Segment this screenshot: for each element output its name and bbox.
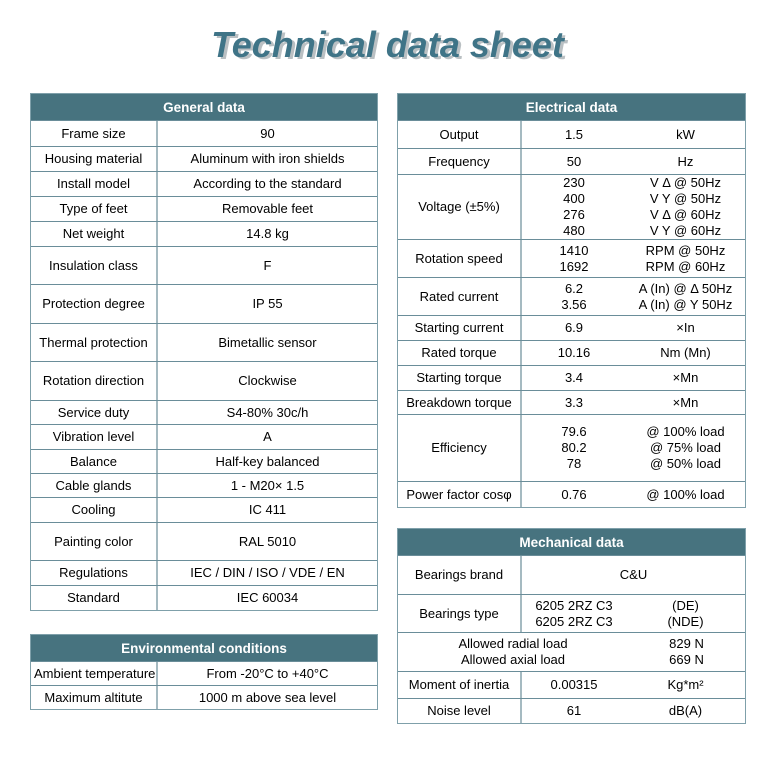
row-value: [158, 425, 377, 449]
row-value-line: 78: [566, 456, 582, 471]
row-label: [31, 362, 158, 400]
row-value-line: According to the standard: [193, 176, 342, 191]
table-row: [31, 560, 377, 585]
row-unit-line: A (In) @ Y 50Hz: [638, 296, 733, 312]
row-unit-line: Kg*m²: [667, 677, 704, 692]
row-label: [31, 121, 158, 146]
row-unit-line: @ 50% load: [649, 456, 722, 471]
row-label: [398, 316, 522, 340]
row-label: [31, 474, 158, 497]
table-row: [31, 323, 377, 361]
table-row: [31, 246, 377, 284]
row-label: [398, 699, 522, 723]
row-value-line: 400: [563, 191, 585, 206]
row-value-line: 80.2: [561, 440, 587, 455]
row-unit: [626, 415, 745, 481]
table-row: [31, 473, 377, 497]
environmental-conditions-rows: [31, 661, 377, 709]
row-value: [158, 285, 377, 323]
row-value-line: 14.8 kg: [246, 226, 289, 241]
table-row: [398, 120, 745, 148]
table-row: [398, 315, 745, 340]
row-unit: [626, 699, 745, 723]
row-value: [158, 222, 377, 246]
right-column: [397, 93, 746, 724]
row-value: [158, 362, 377, 400]
row-value-line: A: [263, 429, 272, 444]
row-label-line: Ambient temperature: [34, 665, 156, 681]
row-value: [522, 672, 626, 698]
row-value-line: Bimetallic sensor: [218, 334, 317, 350]
table-row: [31, 685, 377, 709]
row-label-line: Cable glands: [55, 477, 132, 493]
row-value: [522, 316, 626, 340]
row-value-line: Half-key balanced: [215, 453, 320, 469]
row-label: [31, 586, 158, 610]
row-label-line: Starting current: [414, 320, 504, 335]
table-row: [398, 390, 745, 414]
row-value-line: 61: [566, 703, 582, 718]
row-label: [31, 222, 158, 246]
table-row: [398, 698, 745, 723]
row-label-line: Painting color: [54, 533, 133, 549]
table-row: [31, 449, 377, 473]
row-label: [398, 341, 522, 365]
row-label-line: Noise level: [427, 703, 491, 718]
general-data-table: [30, 93, 378, 611]
row-unit: [626, 391, 745, 414]
mechanical-data-header: Mechanical data: [398, 529, 745, 555]
row-unit: [626, 482, 745, 507]
row-unit-line: (NDE): [667, 613, 704, 629]
electrical-data-header: Electrical data: [398, 94, 745, 120]
row-unit: [626, 149, 745, 174]
row-unit-line: 669 N: [669, 652, 704, 667]
row-value-line: 6.2: [564, 280, 584, 296]
row-value: [158, 523, 377, 560]
general-data-header: General data: [31, 94, 377, 120]
table-row: [31, 522, 377, 560]
row-label-line: Voltage (±5%): [418, 199, 500, 214]
row-value: [158, 401, 377, 424]
row-label-line: Thermal protection: [39, 334, 148, 350]
row-value-line: 90: [260, 125, 275, 141]
row-value: [158, 686, 377, 709]
row-label: [398, 633, 628, 671]
row-value: [158, 172, 377, 196]
electrical-data-rows: [398, 120, 745, 507]
row-unit-line: 829 N: [669, 636, 704, 651]
row-unit: [628, 633, 745, 671]
row-value-line: 1692: [559, 258, 589, 274]
row-unit-line: Hz: [677, 153, 694, 169]
row-label-line: Protection degree: [42, 296, 145, 311]
row-label-line: Output: [439, 126, 479, 142]
table-row: [31, 661, 377, 685]
table-row: [31, 585, 377, 610]
row-value-line: From -20°C to +40°C: [206, 665, 329, 681]
row-unit-line: ×In: [676, 320, 695, 335]
row-label: [398, 366, 522, 390]
row-label-line: Allowed radial load: [458, 636, 568, 651]
row-value-line: IP 55: [252, 296, 283, 311]
row-value-line: 10.16: [557, 345, 591, 360]
row-unit: [626, 341, 745, 365]
row-value-line: Removable feet: [221, 201, 314, 216]
electrical-data-table: [397, 93, 746, 508]
row-value: [158, 662, 377, 685]
table-row: [31, 146, 377, 171]
table-row: [398, 414, 745, 481]
row-label: [31, 285, 158, 323]
row-value: [158, 247, 377, 284]
table-row: [31, 171, 377, 196]
table-row: [31, 497, 377, 522]
row-value-line: 230: [563, 175, 585, 190]
row-value-line: 79.6: [561, 424, 587, 439]
row-label-line: Type of feet: [59, 201, 128, 216]
row-unit: [626, 240, 745, 277]
row-unit: [626, 278, 745, 315]
table-row: [398, 277, 745, 315]
row-value: [158, 561, 377, 585]
row-label-line: Standard: [67, 590, 120, 605]
row-value: [522, 366, 626, 390]
table-row: [31, 221, 377, 246]
page-title: Technical data sheet: [211, 24, 564, 65]
row-value: [522, 121, 626, 148]
row-unit-line: kW: [676, 126, 695, 142]
row-unit: [626, 175, 745, 239]
row-unit-line: V Δ @ 60Hz: [649, 207, 722, 222]
table-row: [31, 424, 377, 449]
row-label: [31, 197, 158, 221]
row-unit-line: Nm (Mn): [660, 345, 711, 360]
row-label: [398, 391, 522, 414]
row-value: [522, 391, 626, 414]
mechanical-data-rows: [398, 555, 745, 723]
row-label: [398, 556, 522, 594]
row-label: [398, 482, 522, 507]
row-label-line: Breakdown torque: [406, 394, 512, 410]
row-unit-line: ×Mn: [672, 394, 699, 410]
row-label: [31, 401, 158, 424]
row-label: [398, 240, 522, 277]
row-unit-line: RPM @ 50Hz: [645, 242, 726, 258]
row-value-line: 480: [563, 223, 585, 238]
row-unit-line: V Δ @ 50Hz: [649, 175, 722, 190]
table-row: [31, 361, 377, 400]
row-value-line: RAL 5010: [238, 533, 297, 549]
row-value-line: 1 - M20× 1.5: [230, 477, 305, 493]
row-label: [31, 450, 158, 473]
row-label-line: Vibration level: [52, 429, 135, 444]
row-value-line: 1410: [559, 242, 589, 258]
row-unit: [626, 595, 745, 632]
row-label-line: Moment of inertia: [408, 677, 510, 692]
row-unit-line: @ 100% load: [646, 424, 725, 439]
row-label: [31, 561, 158, 585]
row-label: [31, 147, 158, 171]
row-value: [158, 586, 377, 610]
table-row: [398, 148, 745, 174]
table-row: [398, 594, 745, 632]
row-value: [158, 450, 377, 473]
row-label-line: Insulation class: [49, 257, 138, 273]
table-row: [31, 120, 377, 146]
row-value: [158, 324, 377, 361]
row-label-line: Net weight: [62, 226, 125, 241]
row-unit-line: @ 75% load: [649, 440, 722, 455]
row-label-line: Cooling: [71, 502, 116, 517]
table-row: [398, 555, 745, 594]
row-label-line: Bearings brand: [414, 567, 504, 582]
table-row: [398, 239, 745, 277]
row-value-line: S4-80% 30c/h: [226, 404, 309, 420]
row-value-line: 276: [563, 207, 585, 222]
row-label-line: Balance: [70, 453, 117, 469]
row-unit-line: ×Mn: [672, 370, 699, 385]
row-label-line: Power factor cosφ: [406, 486, 512, 502]
row-value-line: Clockwise: [238, 373, 297, 388]
row-value: [158, 498, 377, 522]
row-value-line: F: [263, 257, 272, 273]
table-row: [398, 174, 745, 239]
row-label: [398, 415, 522, 481]
row-label-line: Rotation direction: [42, 373, 145, 388]
row-label-line: Maximum altitute: [44, 689, 143, 705]
row-label: [398, 672, 522, 698]
row-unit-line: V Y @ 60Hz: [649, 223, 722, 238]
general-data-rows: [31, 120, 377, 610]
row-label-line: Allowed axial load: [460, 652, 566, 667]
row-unit-line: RPM @ 60Hz: [645, 258, 726, 274]
environmental-conditions-header: Environmental conditions: [31, 635, 377, 661]
row-value-line: 6.9: [564, 320, 584, 335]
row-label-line: Install model: [57, 176, 130, 191]
row-label-line: Frame size: [61, 125, 126, 141]
row-value-line: C&U: [619, 567, 648, 582]
row-value: [522, 341, 626, 365]
row-value-line: 6205 2RZ C3: [535, 597, 613, 613]
row-value-line: 1000 m above sea level: [198, 689, 337, 705]
row-value: [158, 197, 377, 221]
row-value-line: 0.76: [561, 486, 587, 502]
row-value: [522, 595, 626, 632]
row-value-line: IEC / DIN / ISO / VDE / EN: [190, 565, 345, 580]
row-value-line: 0.00315: [550, 677, 598, 692]
row-label-line: Rated current: [419, 288, 499, 304]
row-label: [398, 595, 522, 632]
row-unit-line: V Y @ 50Hz: [649, 191, 722, 206]
row-value: [158, 121, 377, 146]
table-row: [31, 196, 377, 221]
row-value: [522, 482, 626, 507]
row-label: [31, 498, 158, 522]
table-row: [398, 365, 745, 390]
row-label: [31, 523, 158, 560]
row-value: [522, 278, 626, 315]
row-unit-line: A (In) @ Δ 50Hz: [638, 280, 733, 296]
table-row: [31, 400, 377, 424]
row-label-line: Efficiency: [431, 440, 487, 455]
row-value: [522, 240, 626, 277]
row-value: [522, 149, 626, 174]
row-value-line: 3.56: [561, 296, 587, 312]
row-label-line: Service duty: [57, 404, 130, 420]
left-column: [30, 93, 378, 710]
row-label: [31, 425, 158, 449]
row-label: [31, 324, 158, 361]
environmental-conditions-table: [30, 634, 378, 710]
table-row: [398, 340, 745, 365]
mechanical-data-table: [397, 528, 746, 724]
row-value-line: 1.5: [564, 126, 584, 142]
row-value-line: IEC 60034: [236, 590, 299, 605]
row-label-line: Bearings type: [419, 605, 499, 621]
row-label: [31, 247, 158, 284]
row-label: [398, 278, 522, 315]
table-row: [31, 284, 377, 323]
row-label-line: Rotation speed: [415, 250, 503, 266]
row-label-line: Rated torque: [421, 345, 497, 360]
row-unit: [626, 121, 745, 148]
row-label-line: Housing material: [44, 151, 143, 166]
row-value: [158, 474, 377, 497]
row-value-line: 6205 2RZ C3: [535, 613, 613, 629]
row-label: [31, 686, 158, 709]
row-value-line: 3.3: [564, 394, 584, 410]
row-value: [522, 175, 626, 239]
row-label-line: Starting torque: [416, 370, 502, 385]
row-label-line: Frequency: [428, 153, 490, 169]
row-unit: [626, 672, 745, 698]
row-value: [522, 415, 626, 481]
row-unit-line: dB(A): [668, 703, 703, 718]
table-row: [398, 481, 745, 507]
row-label: [31, 172, 158, 196]
row-unit: [626, 366, 745, 390]
row-label: [31, 662, 158, 685]
table-row: [398, 671, 745, 698]
row-value: [158, 147, 377, 171]
row-value: [522, 556, 745, 594]
table-row: [398, 632, 745, 671]
row-label-line: Regulations: [59, 565, 128, 580]
row-label: [398, 175, 522, 239]
row-label: [398, 121, 522, 148]
row-value-line: IC 411: [248, 502, 287, 517]
row-value-line: Aluminum with iron shields: [190, 151, 345, 166]
row-value: [522, 699, 626, 723]
row-unit: [626, 316, 745, 340]
row-label: [398, 149, 522, 174]
row-value-line: 3.4: [564, 370, 584, 385]
row-value-line: 50: [566, 153, 582, 169]
row-unit-line: (DE): [672, 597, 699, 613]
row-unit-line: @ 100% load: [646, 486, 725, 502]
